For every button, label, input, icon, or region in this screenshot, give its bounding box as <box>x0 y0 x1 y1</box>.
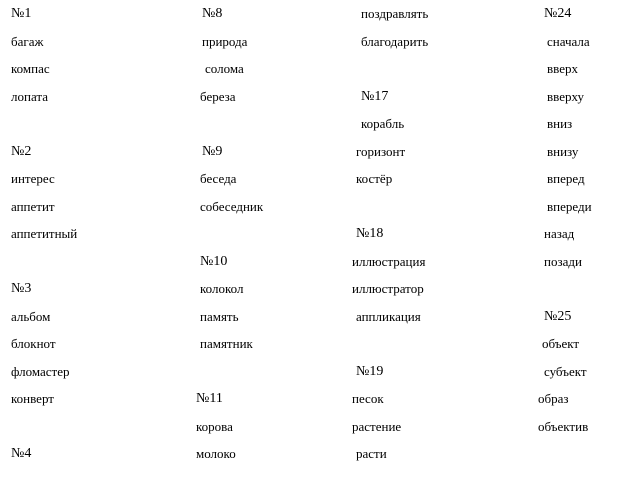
word: внизу <box>547 143 579 159</box>
word: береза <box>200 88 236 104</box>
word: лопата <box>11 88 48 104</box>
word: корабль <box>361 116 405 131</box>
group-heading: №18 <box>356 226 384 241</box>
word: объектив <box>538 418 589 434</box>
blank-line <box>352 193 428 221</box>
group-heading: №3 <box>11 281 32 296</box>
word: горизонт <box>356 143 406 159</box>
blank-line <box>196 220 263 248</box>
blank-line <box>352 55 428 83</box>
word: субъект <box>544 363 587 379</box>
word: поздравлять <box>361 6 429 21</box>
word: аппликация <box>356 308 421 324</box>
word: песок <box>352 391 384 406</box>
group-heading: №17 <box>361 88 389 104</box>
word: альбом <box>11 308 51 324</box>
blank-line <box>538 440 592 468</box>
group-heading: №24 <box>544 6 572 21</box>
word: расти <box>356 446 387 461</box>
word: иллюстратор <box>352 281 424 296</box>
group-heading: №10 <box>200 253 228 269</box>
word: природа <box>202 33 248 49</box>
word: вперед <box>547 171 585 186</box>
word: вверху <box>547 88 584 104</box>
word: впереди <box>547 198 592 214</box>
blank-line <box>538 275 592 303</box>
group-heading: №4 <box>11 446 32 461</box>
word: назад <box>544 226 575 241</box>
column-2 <box>196 0 263 468</box>
group-heading: №25 <box>544 308 572 324</box>
word: корова <box>196 418 233 434</box>
group-heading: №11 <box>196 391 223 406</box>
word: костёр <box>356 171 393 186</box>
word: иллюстрация <box>352 253 426 269</box>
word: багаж <box>11 33 44 49</box>
column-3 <box>352 0 428 468</box>
word: образ <box>538 391 569 406</box>
group-heading: №2 <box>11 143 32 159</box>
group-heading: №19 <box>356 363 384 379</box>
word: растение <box>352 418 402 434</box>
group-heading: №8 <box>202 6 223 21</box>
word: сначала <box>547 33 590 49</box>
word: собеседник <box>200 198 264 214</box>
word: компас <box>11 61 50 76</box>
blank-line <box>352 330 428 358</box>
word: вниз <box>547 116 573 131</box>
word: интерес <box>11 171 55 186</box>
word: беседа <box>200 171 237 186</box>
blank-line <box>11 413 77 441</box>
word: конверт <box>11 391 54 406</box>
blank-line <box>196 110 263 138</box>
word: молоко <box>196 446 236 461</box>
group-heading: №9 <box>202 143 223 159</box>
column-1 <box>11 0 77 468</box>
word: память <box>200 308 239 324</box>
blank-line <box>11 248 77 276</box>
word: благодарить <box>361 33 429 49</box>
word: позади <box>544 253 582 269</box>
word: аппетитный <box>11 226 78 241</box>
word: вверх <box>547 61 578 76</box>
word: колокол <box>200 281 244 296</box>
word: памятник <box>200 336 253 351</box>
word: объект <box>542 336 580 351</box>
word: блокнот <box>11 336 56 351</box>
word: солома <box>205 61 244 76</box>
word: фломастер <box>11 363 70 379</box>
blank-line <box>11 110 77 138</box>
blank-line <box>196 358 263 386</box>
column-4 <box>538 0 592 468</box>
word: аппетит <box>11 198 55 214</box>
group-heading: №1 <box>11 6 32 21</box>
